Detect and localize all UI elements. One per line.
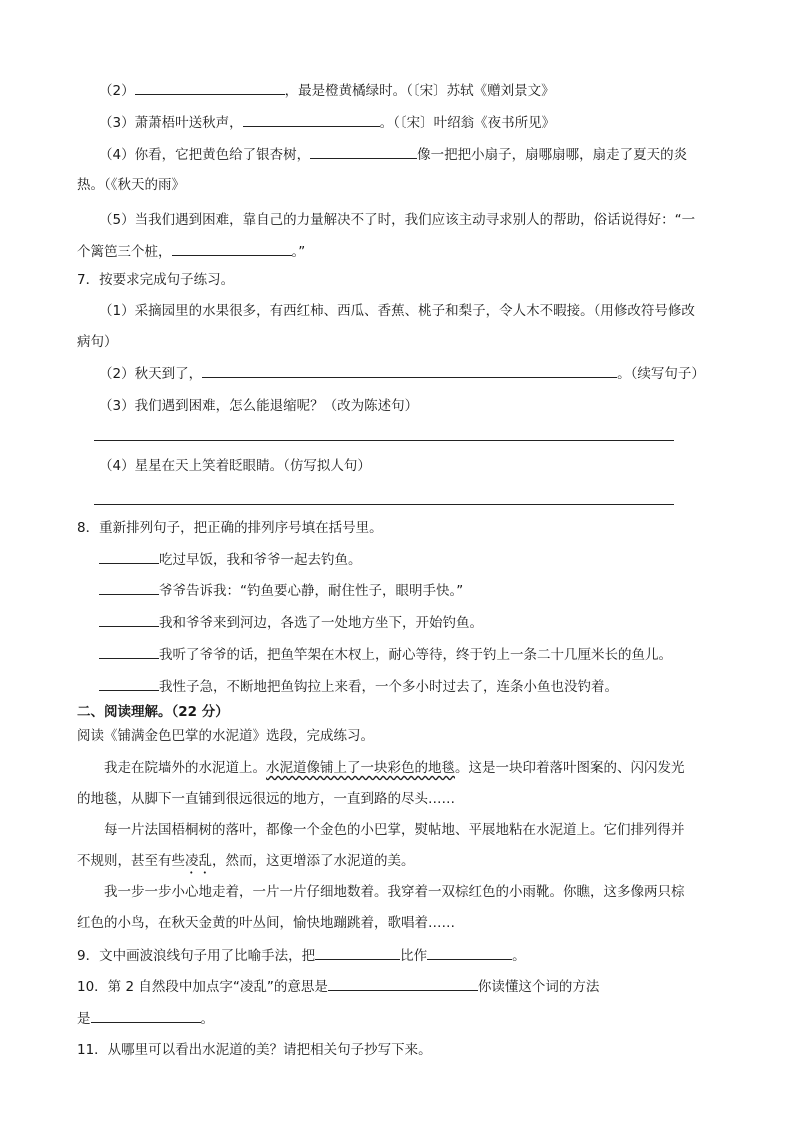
q6-item4-cont: 热。（《秋天的雨》 [77, 177, 185, 193]
answer-blank[interactable] [427, 945, 512, 960]
q9-text-after: 。 [512, 948, 526, 964]
order-blank[interactable] [99, 580, 159, 595]
q10-text-pre: 是 [77, 1011, 91, 1027]
passage-text: 我走在院墙外的水泥道上。 [104, 760, 266, 776]
q8-item [99, 612, 483, 633]
q10-text-before: 10．第 2 自然段中加点字“凌乱”的意思是 [77, 979, 328, 995]
q6-item4-text-after: 像一把把小扇子，扇哪扇哪，扇走了夏天的炎 [417, 147, 688, 163]
q6-item3-text-after: 。（〔宋〕叶绍翁《夜书所见》 [379, 115, 556, 131]
q9-text-before: 9．文中画波浪线句子用了比喻手法，把 [77, 948, 316, 964]
q10-text-mid: 你读懂这个词的方法 [477, 979, 600, 995]
q6-item2-text: ，最是橙黄橘绿时。（〔宋〕苏轼《赠刘景文》 [284, 83, 555, 99]
q11: 11．从哪里可以看出水泥道的美？请把相关句子抄写下来。 [77, 1042, 432, 1058]
q9 [77, 945, 526, 966]
answer-blank[interactable] [315, 945, 400, 960]
q6-item5-line2 [77, 241, 305, 262]
q10-line2 [77, 1008, 214, 1029]
answer-line[interactable] [94, 504, 674, 505]
section-heading: 二、阅读理解。（22 分） [77, 704, 229, 720]
q10-line1 [77, 976, 599, 997]
q10-text-post: 。 [200, 1011, 214, 1027]
answer-blank[interactable] [172, 241, 292, 256]
order-blank[interactable] [99, 644, 159, 659]
q8-item [99, 644, 672, 665]
answer-blank[interactable] [310, 144, 417, 159]
order-blank[interactable] [99, 549, 159, 564]
passage-p2-line1: 每一片法国梧桐树的落叶，都像一个金色的小巴掌，熨帖地、平展地粘在水泥道上。它们排列得并 [104, 822, 685, 838]
passage-text: ，然而，这更增添了水泥道的美。 [212, 853, 415, 869]
q8-item-text: 吃过早饭，我和爷爷一起去钓鱼。 [159, 552, 362, 568]
passage-p1-line2: 的地毯，从脚下一直铺到很远很远的地方，一直到路的尽头…… [77, 791, 455, 807]
q7-title: 7．按要求完成句子练习。 [77, 272, 235, 288]
q7-item1-line2: 病句） [77, 334, 118, 350]
passage-p1-line1 [104, 758, 685, 778]
answer-blank[interactable] [135, 80, 285, 95]
q7-item2-text-before: （2）秋天到了， [99, 366, 203, 382]
q8-item [99, 676, 618, 697]
q7-item2 [99, 363, 705, 384]
section-intro: 阅读《铺满金色巴掌的水泥道》选段，完成练习。 [77, 728, 374, 744]
q6-item3 [99, 112, 555, 133]
q9-text-mid: 比作 [400, 948, 428, 964]
q7-item3: （3）我们遇到困难，怎么能退缩呢？（改为陈述句） [99, 398, 419, 414]
q7-item1-line1: （1）采摘园里的水果很多，有西红柿、西瓜、香蕉、桃子和梨子，令人木不暇接。（用修改符号修改 [99, 303, 695, 319]
q6-item2-num: （2） [99, 83, 135, 99]
q8-item [99, 580, 463, 601]
q8-item-text: 我性子急，不断地把鱼钩拉上来看，一个多小时过去了，连条小鱼也没钓着。 [159, 679, 618, 695]
passage-text: 。这是一块印着落叶图案的、闪闪发光 [455, 760, 685, 776]
q6-item4-text-before: （4）你看，它把黄色给了银杏树， [99, 147, 311, 163]
q6-item5-line1: （5）当我们遇到困难，靠自己的力量解决不了时，我们应该主动寻求别人的帮助，俗话说得好：“一 [99, 212, 696, 228]
q6-item5-text-before: 个篱笆三个桩， [77, 244, 172, 260]
answer-blank[interactable] [202, 363, 617, 378]
q8-item-text: 我和爷爷来到河边，各选了一处地方坐下，开始钓鱼。 [159, 615, 483, 631]
q7-item2-text-after: 。（续写句子） [617, 366, 705, 382]
q8-title: 8．重新排列句子，把正确的排列序号填在括号里。 [77, 520, 383, 536]
passage-p3-line1: 我一步一步小心地走着，一片一片仔细地数着。我穿着一双棕红色的小雨靴。你瞧，这多像两只棕 [104, 884, 685, 900]
passage-p3-line2: 红色的小鸟，在秋天金黄的叶丛间，愉快地蹦跳着，歌唱着…… [77, 915, 455, 931]
q6-item2 [99, 80, 555, 101]
q6-item5-text-after: 。” [291, 244, 306, 260]
passage-p2-line2 [77, 851, 415, 877]
q8-item [99, 549, 362, 570]
wavy-underlined-sentence: 水泥道像铺上了一块彩色的地毯 [266, 760, 455, 776]
answer-blank[interactable] [91, 1008, 201, 1023]
q6-item3-text-before: （3）萧萧梧叶送秋声， [99, 115, 243, 131]
answer-line[interactable] [94, 440, 674, 441]
answer-blank[interactable] [328, 976, 478, 991]
q6-item4 [99, 144, 687, 165]
order-blank[interactable] [99, 676, 159, 691]
q7-item4: （4）星星在天上笑着眨眼睛。（仿写拟人句） [99, 458, 371, 474]
dotted-word: 凌乱 [185, 853, 212, 869]
q8-item-text: 爷爷告诉我：“钓鱼要心静，耐住性子，眼明手快。” [159, 583, 464, 599]
answer-blank[interactable] [243, 112, 380, 127]
q8-item-text: 我听了爷爷的话，把鱼竿架在木杈上，耐心等待，终于钓上一条二十几厘米长的鱼儿。 [159, 647, 672, 663]
passage-text: 不规则，甚至有些 [77, 853, 185, 869]
order-blank[interactable] [99, 612, 159, 627]
